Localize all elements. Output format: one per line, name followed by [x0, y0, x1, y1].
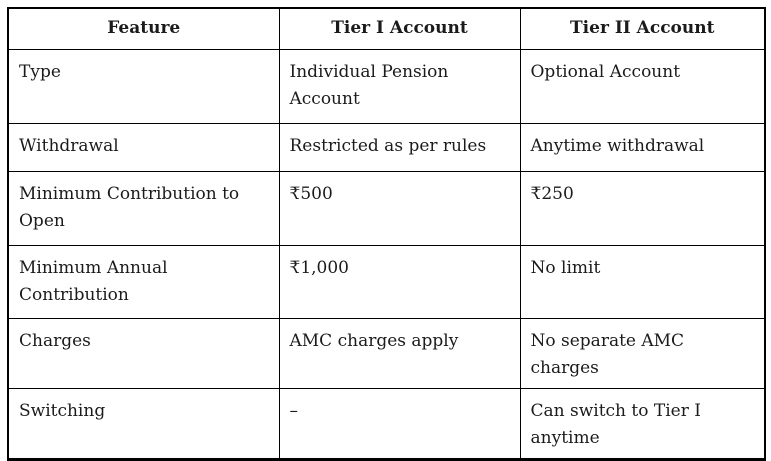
table-row-switching: [8, 388, 765, 459]
feature-cell: Switching: [8, 388, 279, 459]
table-row-minimum-contribution-to-open: [8, 171, 765, 245]
tier1-cell: AMC charges apply: [279, 318, 520, 388]
table-row-type: [8, 49, 765, 123]
feature-cell: Minimum Contribution to Open: [8, 171, 279, 245]
tier1-cell: ₹500: [279, 171, 520, 245]
table-row-charges: [8, 318, 765, 388]
table-row-withdrawal: [8, 123, 765, 171]
feature-cell: Type: [8, 49, 279, 123]
tier2-cell: Anytime withdrawal: [520, 123, 765, 171]
feature-cell: Withdrawal: [8, 123, 279, 171]
comparison-table: [7, 7, 766, 461]
tier1-cell: –: [279, 388, 520, 459]
table-row-minimum-annual-contribution: [8, 245, 765, 318]
tier1-cell: Individual Pension Account: [279, 49, 520, 123]
tier2-cell: No limit: [520, 245, 765, 318]
column-header-tier1-account: Tier I Account: [279, 8, 520, 49]
feature-cell: Charges: [8, 318, 279, 388]
tier2-cell: No separate AMC charges: [520, 318, 765, 388]
column-header-feature: Feature: [8, 8, 279, 49]
tier2-cell: Optional Account: [520, 49, 765, 123]
tier2-cell: ₹250: [520, 171, 765, 245]
column-header-tier2-account: Tier II Account: [520, 8, 765, 49]
feature-cell: Minimum Annual Contribution: [8, 245, 279, 318]
tier1-cell: Restricted as per rules: [279, 123, 520, 171]
tier2-cell: Can switch to Tier I anytime: [520, 388, 765, 459]
tier1-cell: ₹1,000: [279, 245, 520, 318]
header-row: [8, 8, 765, 49]
